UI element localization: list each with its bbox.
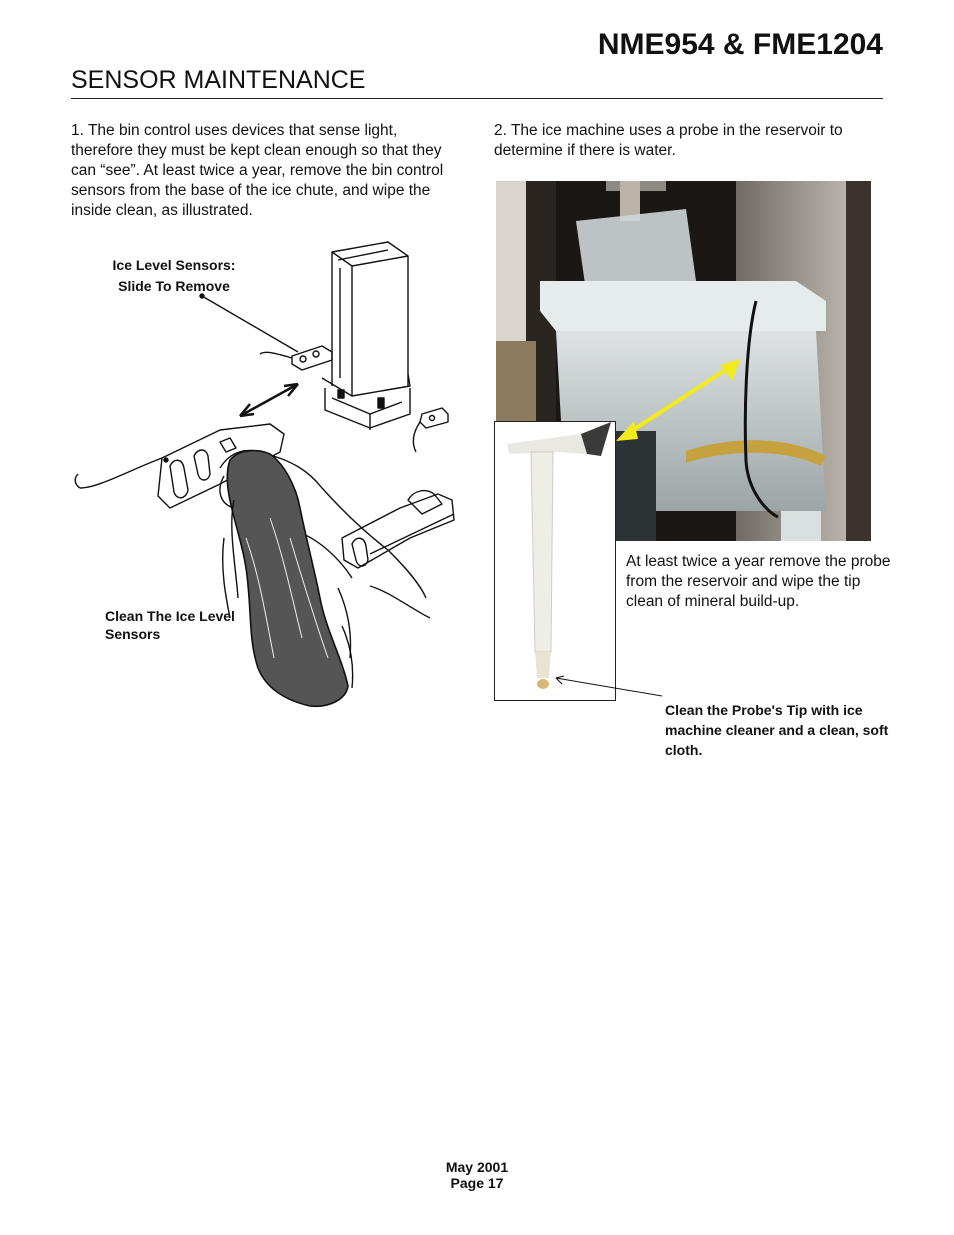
section-title: SENSOR MAINTENANCE [71, 66, 366, 94]
footer-date: May 2001 [445, 1159, 509, 1175]
remove-caption-line2: Slide To Remove [118, 278, 230, 294]
remove-caption-line1: Ice Level Sensors: [112, 257, 236, 273]
remove-sensors-caption [90, 256, 258, 295]
page-footer [377, 1159, 577, 1191]
probe-paragraph: 2. The ice machine uses a probe in the reservoir to determine if there is water. [494, 122, 843, 159]
footer-page-number: Page 17 [450, 1175, 504, 1191]
probe-photo-drawing [495, 422, 615, 700]
probe-leader-line [550, 674, 670, 704]
bin-control-paragraph: 1. The bin control uses devices that sense light, therefore they must be kept clean enough so that they can “see”. At least twice a year, remove the bin control sensors from the base of the ice chute, and wipe the inside clean, as illustrated. [71, 122, 444, 219]
clean-sensors-caption: Clean The Ice Level Sensors [105, 608, 235, 642]
probe-tip-caption: Clean the Probe's Tip with ice machine cleaner and a clean, soft cloth. [665, 702, 889, 758]
probe-photo [494, 421, 616, 701]
probe-cleaning-paragraph: At least twice a year remove the probe from the reservoir and wipe the tip clean of mineral build-up. [626, 553, 891, 610]
model-title: NME954 & FME1204 [597, 28, 883, 61]
header-rule [71, 98, 883, 99]
